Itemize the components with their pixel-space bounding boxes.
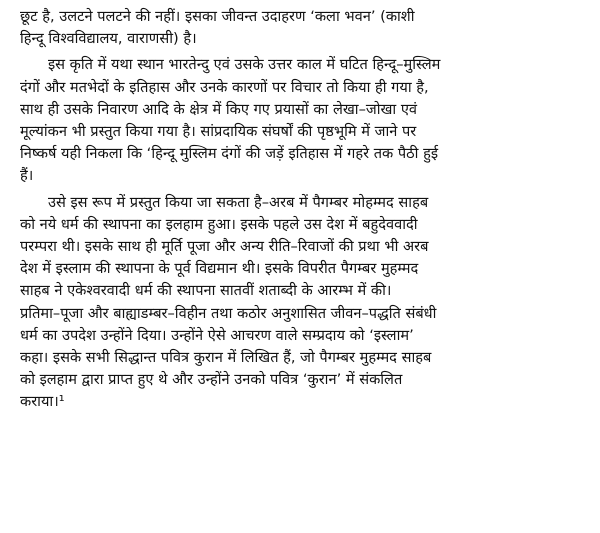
text-line: कराया।¹ xyxy=(20,393,65,411)
text-line: हिन्दू विश्वविद्यालय, वाराणसी) है। xyxy=(20,30,197,48)
text-line: इस कृति में यथा स्थान भारतेन्दु एवं उसके उत्तर काल में घटित हिन्दू–मुस्लिम xyxy=(48,56,441,74)
text-line: को नये धर्म की स्थापना का इलहाम हुआ। इसके पहले उस देश में बहुदेववादी xyxy=(20,215,418,233)
text-line: मूल्यांकन भी प्रस्तुत किया गया है। सांप्रदायिक संघर्षों की पृष्ठभूमि में जाने पर xyxy=(20,123,417,141)
text-line: निष्कर्ष यही निकला कि ‘हिन्दू मुस्लिम दंगों की जड़ें इतिहास में गहरे तक पैठी हुई xyxy=(20,145,438,163)
document-page xyxy=(20,6,587,418)
text-line: परम्परा थी। इसके साथ ही मूर्ति पूजा और अन्य रीति–रिवाजों की प्रथा भी अरब xyxy=(20,238,429,256)
text-line: साहब ने एकेश्वरवादी धर्म की स्थापना सातवीं शताब्दी के आरम्भ में की। xyxy=(20,282,392,300)
text-line: कहा। इसके सभी सिद्धान्त पवित्र कुरान में लिखित हैं, जो पैगम्बर मुहम्मद साहब xyxy=(20,349,432,367)
text-line: धर्म का उपदेश उन्होंने दिया। उन्होंने ऐसे आचरण वाले सम्प्रदाय को ‘इस्लाम’ xyxy=(20,326,414,344)
text-line: को इलहाम द्वारा प्राप्त हुए थे और उन्होंने उनको पवित्र ‘कुरान’ में संकलित xyxy=(20,371,403,389)
text-line: छूट है, उलटने पलटने की नहीं। इसका जीवन्त उदाहरण ‘कला भवन’ (काशी xyxy=(20,8,415,25)
text-line: हैं। xyxy=(20,167,34,185)
paragraph-2 xyxy=(20,54,587,187)
text-line: देश में इस्लाम की स्थापना के पूर्व विद्यमान थी। इसके विपरीत पैगम्बर मुहम्मद xyxy=(20,260,419,278)
text-line: उसे इस रूप में प्रस्तुत किया जा सकता है–अरब में पैगम्बर मोहम्मद साहब xyxy=(48,193,429,211)
paragraph-3 xyxy=(20,192,587,414)
text-line: साथ ही उसके निवारण आदि के क्षेत्र में किए गए प्रयासों का लेखा–जोखा एवं xyxy=(20,100,418,118)
text-line: प्रतिमा–पूजा और बाह्याडम्बर–विहीन तथा कठोर अनुशासित जीवन–पद्धति संबंधी xyxy=(20,304,437,322)
paragraph-1 xyxy=(20,6,587,50)
text-line: दंगों और मतभेदों के इतिहास और उनके कारणों पर विचार तो किया ही गया है, xyxy=(20,78,429,96)
